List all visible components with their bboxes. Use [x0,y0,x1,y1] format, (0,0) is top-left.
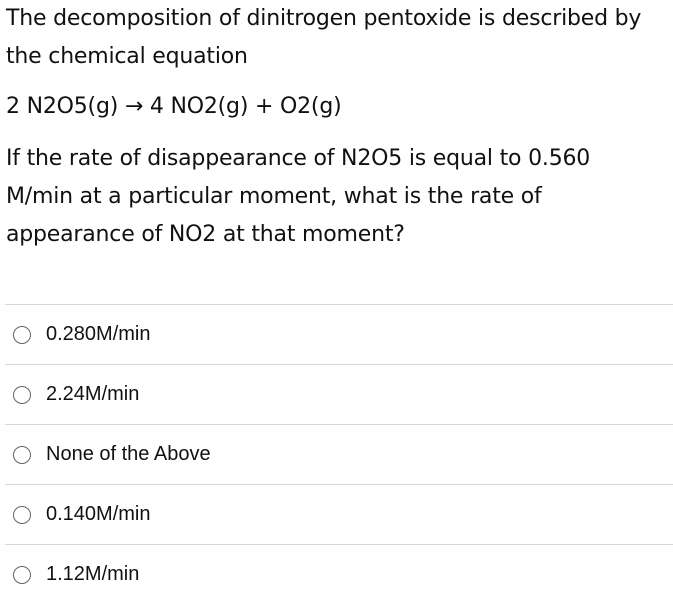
answer-option[interactable] [5,544,673,604]
answer-option[interactable] [5,364,673,424]
answer-label: None of the Above [46,443,211,465]
question-line: If the rate of disappearance of N2O5 is equal to 0.560 [6,146,591,171]
radio-button[interactable] [13,326,31,344]
question-line: the chemical equation [6,44,248,69]
answer-option[interactable] [5,424,673,484]
chemical-equation: 2 N2O5(g) → 4 NO2(g) + O2(g) [6,94,342,119]
answer-option[interactable] [5,304,673,364]
question-text [6,0,670,254]
answer-label: 0.140M/min [46,503,151,525]
question-line: The decomposition of dinitrogen pentoxide is described by [6,6,642,31]
answer-option[interactable] [5,484,673,544]
question-line: appearance of NO2 at that moment? [6,222,405,247]
answer-options [5,304,673,604]
answer-label: 2.24M/min [46,383,140,405]
radio-button[interactable] [13,506,31,524]
answer-label: 0.280M/min [46,323,151,345]
radio-button[interactable] [13,566,31,584]
radio-button[interactable] [13,446,31,464]
radio-button[interactable] [13,386,31,404]
question-line: M/min at a particular moment, what is the rate of [6,184,542,209]
answer-label: 1.12M/min [46,563,140,585]
